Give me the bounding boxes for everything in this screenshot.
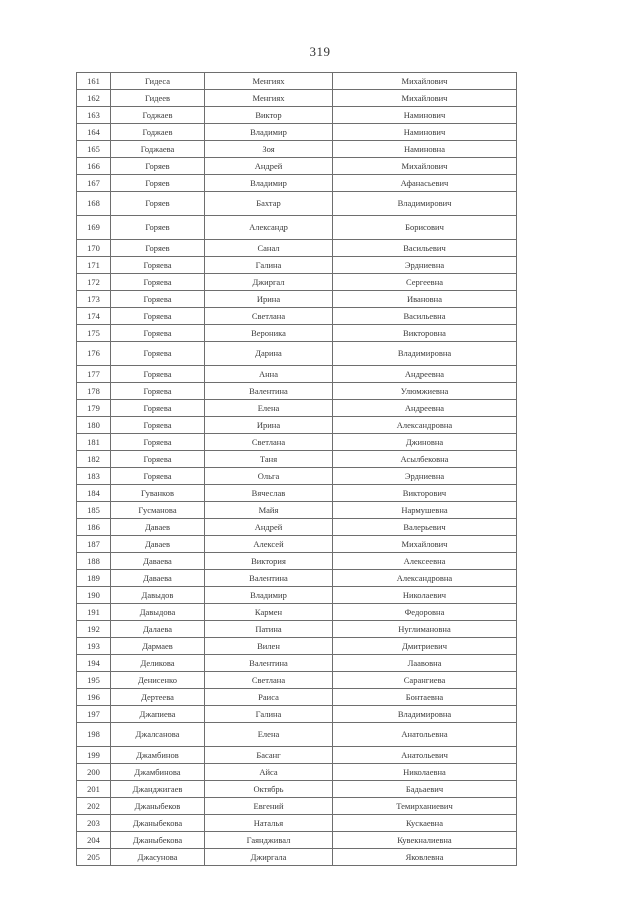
table-row (77, 706, 517, 723)
first-name-cell: Джиргал (205, 274, 333, 291)
patronymic-cell: Анатольевна (333, 723, 517, 747)
first-name-cell: Ирина (205, 417, 333, 434)
table-row (77, 216, 517, 240)
first-name-cell: Дарина (205, 342, 333, 366)
surname-cell: Джаныбекова (111, 815, 205, 832)
row-number: 187 (77, 536, 111, 553)
table-row (77, 638, 517, 655)
patronymic-cell: Михайлович (333, 73, 517, 90)
patronymic-cell: Алексеевна (333, 553, 517, 570)
surname-cell: Деликова (111, 655, 205, 672)
table-row (77, 417, 517, 434)
table-row (77, 141, 517, 158)
first-name-cell: Валентина (205, 570, 333, 587)
table-row (77, 849, 517, 866)
patronymic-cell: Викторович (333, 485, 517, 502)
table-row (77, 366, 517, 383)
first-name-cell: Санал (205, 240, 333, 257)
surname-cell: Горяева (111, 468, 205, 485)
patronymic-cell: Андреевна (333, 366, 517, 383)
first-name-cell: Светлана (205, 308, 333, 325)
row-number: 167 (77, 175, 111, 192)
table-row (77, 468, 517, 485)
table-row (77, 400, 517, 417)
surname-cell: Джаныбеков (111, 798, 205, 815)
surname-cell: Горяев (111, 192, 205, 216)
first-name-cell: Евгений (205, 798, 333, 815)
row-number: 190 (77, 587, 111, 604)
first-name-cell: Андрей (205, 519, 333, 536)
row-number: 171 (77, 257, 111, 274)
first-name-cell: Валентина (205, 383, 333, 400)
row-number: 196 (77, 689, 111, 706)
row-number: 203 (77, 815, 111, 832)
row-number: 188 (77, 553, 111, 570)
surname-cell: Гидеса (111, 73, 205, 90)
row-number: 173 (77, 291, 111, 308)
row-number: 182 (77, 451, 111, 468)
row-number: 178 (77, 383, 111, 400)
patronymic-cell: Асылбековна (333, 451, 517, 468)
table-row (77, 73, 517, 90)
row-number: 161 (77, 73, 111, 90)
surname-cell: Горяева (111, 308, 205, 325)
surname-cell: Горяева (111, 451, 205, 468)
row-number: 169 (77, 216, 111, 240)
table-row (77, 655, 517, 672)
first-name-cell: Джиргала (205, 849, 333, 866)
first-name-cell: Виктория (205, 553, 333, 570)
row-number: 180 (77, 417, 111, 434)
surname-cell: Даваева (111, 570, 205, 587)
row-number: 179 (77, 400, 111, 417)
table-row (77, 192, 517, 216)
patronymic-cell: Валерьевич (333, 519, 517, 536)
patronymic-cell: Александровна (333, 417, 517, 434)
surname-cell: Горяев (111, 216, 205, 240)
first-name-cell: Патина (205, 621, 333, 638)
table-row (77, 124, 517, 141)
patronymic-cell: Джиновна (333, 434, 517, 451)
first-name-cell: Менгиях (205, 73, 333, 90)
row-number: 181 (77, 434, 111, 451)
row-number: 205 (77, 849, 111, 866)
table-row (77, 325, 517, 342)
surname-cell: Джамбинов (111, 747, 205, 764)
first-name-cell: Майя (205, 502, 333, 519)
surname-cell: Горяева (111, 342, 205, 366)
patronymic-cell: Улюмжиевна (333, 383, 517, 400)
table-row (77, 257, 517, 274)
table-row (77, 451, 517, 468)
first-name-cell: Вячеслав (205, 485, 333, 502)
patronymic-cell: Владимировна (333, 706, 517, 723)
table-row (77, 291, 517, 308)
first-name-cell: Владимир (205, 124, 333, 141)
surname-cell: Даваева (111, 553, 205, 570)
table-row (77, 747, 517, 764)
row-number: 172 (77, 274, 111, 291)
patronymic-cell: Владимирович (333, 192, 517, 216)
first-name-cell: Владимир (205, 587, 333, 604)
first-name-cell: Валентина (205, 655, 333, 672)
table-row (77, 383, 517, 400)
table-row (77, 485, 517, 502)
row-number: 184 (77, 485, 111, 502)
patronymic-cell: Лаавовна (333, 655, 517, 672)
page-number: 319 (309, 44, 331, 59)
patronymic-cell: Анатольевич (333, 747, 517, 764)
surname-cell: Гидеев (111, 90, 205, 107)
table-row (77, 764, 517, 781)
surname-cell: Горяева (111, 383, 205, 400)
row-number: 186 (77, 519, 111, 536)
first-name-cell: Таня (205, 451, 333, 468)
table-row (77, 90, 517, 107)
table-row (77, 274, 517, 291)
first-name-cell: Светлана (205, 434, 333, 451)
table-row (77, 240, 517, 257)
first-name-cell: Ольга (205, 468, 333, 485)
surname-cell: Джамбинова (111, 764, 205, 781)
row-number: 165 (77, 141, 111, 158)
first-name-cell: Владимир (205, 175, 333, 192)
row-number: 175 (77, 325, 111, 342)
first-name-cell: Гаяндживал (205, 832, 333, 849)
row-number: 174 (77, 308, 111, 325)
first-name-cell: Алексей (205, 536, 333, 553)
table-row (77, 723, 517, 747)
surname-cell: Годжаев (111, 124, 205, 141)
first-name-cell: Айса (205, 764, 333, 781)
patronymic-cell: Бадьаевич (333, 781, 517, 798)
row-number: 189 (77, 570, 111, 587)
surname-cell: Джалсанова (111, 723, 205, 747)
patronymic-cell: Викторовна (333, 325, 517, 342)
table-row (77, 536, 517, 553)
table-row (77, 672, 517, 689)
row-number: 194 (77, 655, 111, 672)
patronymic-cell: Михайлович (333, 158, 517, 175)
patronymic-cell: Васильевна (333, 308, 517, 325)
table-row (77, 798, 517, 815)
row-number: 200 (77, 764, 111, 781)
patronymic-cell: Наминович (333, 107, 517, 124)
patronymic-cell: Бонтаевна (333, 689, 517, 706)
first-name-cell: Андрей (205, 158, 333, 175)
first-name-cell: Октябрь (205, 781, 333, 798)
surname-cell: Дармаев (111, 638, 205, 655)
patronymic-cell: Кувекналиевна (333, 832, 517, 849)
table-row (77, 308, 517, 325)
table-row (77, 815, 517, 832)
patronymic-cell: Эрдниевна (333, 468, 517, 485)
row-number: 162 (77, 90, 111, 107)
first-name-cell: Ирина (205, 291, 333, 308)
table-row (77, 781, 517, 798)
first-name-cell: Александр (205, 216, 333, 240)
patronymic-cell: Наминовна (333, 141, 517, 158)
patronymic-cell: Сарангиева (333, 672, 517, 689)
surname-cell: Далаева (111, 621, 205, 638)
surname-cell: Годжаева (111, 141, 205, 158)
row-number: 204 (77, 832, 111, 849)
surname-cell: Давыдов (111, 587, 205, 604)
table-row (77, 107, 517, 124)
surname-cell: Горяев (111, 175, 205, 192)
surname-cell: Даваев (111, 536, 205, 553)
first-name-cell: Наталья (205, 815, 333, 832)
row-number: 176 (77, 342, 111, 366)
patronymic-cell: Наминович (333, 124, 517, 141)
patronymic-cell: Эрдниевна (333, 257, 517, 274)
table-row (77, 587, 517, 604)
first-name-cell: Вероника (205, 325, 333, 342)
first-name-cell: Виктор (205, 107, 333, 124)
table-row (77, 519, 517, 536)
first-name-cell: Менгиях (205, 90, 333, 107)
row-number: 185 (77, 502, 111, 519)
row-number: 177 (77, 366, 111, 383)
patronymic-cell: Борисович (333, 216, 517, 240)
patronymic-cell: Сергеевна (333, 274, 517, 291)
table-row (77, 604, 517, 621)
first-name-cell: Зоя (205, 141, 333, 158)
patronymic-cell: Темирханиевич (333, 798, 517, 815)
first-name-cell: Раиса (205, 689, 333, 706)
row-number: 193 (77, 638, 111, 655)
table-body (77, 73, 517, 866)
surname-cell: Горяева (111, 291, 205, 308)
patronymic-cell: Ивановна (333, 291, 517, 308)
surname-cell: Даваев (111, 519, 205, 536)
first-name-cell: Елена (205, 400, 333, 417)
table-row (77, 434, 517, 451)
row-number: 168 (77, 192, 111, 216)
patronymic-cell: Федоровна (333, 604, 517, 621)
surname-cell: Горяева (111, 257, 205, 274)
surname-cell: Горяева (111, 400, 205, 417)
surname-cell: Дертеева (111, 689, 205, 706)
name-register-table (76, 72, 517, 866)
row-number: 199 (77, 747, 111, 764)
row-number: 202 (77, 798, 111, 815)
row-number: 166 (77, 158, 111, 175)
row-number: 191 (77, 604, 111, 621)
surname-cell: Давыдова (111, 604, 205, 621)
patronymic-cell: Афанасьевич (333, 175, 517, 192)
table-row (77, 621, 517, 638)
patronymic-cell: Дмитриевич (333, 638, 517, 655)
patronymic-cell: Кускаевна (333, 815, 517, 832)
surname-cell: Горяева (111, 325, 205, 342)
surname-cell: Горяева (111, 366, 205, 383)
patronymic-cell: Яковлевна (333, 849, 517, 866)
first-name-cell: Вилен (205, 638, 333, 655)
surname-cell: Горяев (111, 158, 205, 175)
patronymic-cell: Михайлович (333, 90, 517, 107)
table-row (77, 570, 517, 587)
patronymic-cell: Андреевна (333, 400, 517, 417)
patronymic-cell: Нармушевна (333, 502, 517, 519)
patronymic-cell: Николаевна (333, 764, 517, 781)
row-number: 198 (77, 723, 111, 747)
table-row (77, 832, 517, 849)
surname-cell: Горяева (111, 434, 205, 451)
first-name-cell: Басанг (205, 747, 333, 764)
surname-cell: Гуванков (111, 485, 205, 502)
surname-cell: Джанджигаев (111, 781, 205, 798)
patronymic-cell: Александровна (333, 570, 517, 587)
first-name-cell: Кармен (205, 604, 333, 621)
row-number: 192 (77, 621, 111, 638)
surname-cell: Джапиева (111, 706, 205, 723)
surname-cell: Джасунова (111, 849, 205, 866)
surname-cell: Денисенко (111, 672, 205, 689)
surname-cell: Джаныбекова (111, 832, 205, 849)
row-number: 201 (77, 781, 111, 798)
row-number: 164 (77, 124, 111, 141)
table-row (77, 158, 517, 175)
table-row (77, 502, 517, 519)
table-row (77, 689, 517, 706)
first-name-cell: Галина (205, 706, 333, 723)
surname-cell: Годжаев (111, 107, 205, 124)
row-number: 183 (77, 468, 111, 485)
row-number: 163 (77, 107, 111, 124)
surname-cell: Горяева (111, 274, 205, 291)
row-number: 197 (77, 706, 111, 723)
patronymic-cell: Владимировна (333, 342, 517, 366)
table-row (77, 553, 517, 570)
surname-cell: Горяев (111, 240, 205, 257)
patronymic-cell: Нуглимановна (333, 621, 517, 638)
row-number: 170 (77, 240, 111, 257)
surname-cell: Гусманова (111, 502, 205, 519)
first-name-cell: Елена (205, 723, 333, 747)
patronymic-cell: Николаевич (333, 587, 517, 604)
row-number: 195 (77, 672, 111, 689)
patronymic-cell: Васильевич (333, 240, 517, 257)
table-row (77, 342, 517, 366)
first-name-cell: Светлана (205, 672, 333, 689)
table-row (77, 175, 517, 192)
patronymic-cell: Михайлович (333, 536, 517, 553)
first-name-cell: Бахтар (205, 192, 333, 216)
first-name-cell: Анна (205, 366, 333, 383)
surname-cell: Горяева (111, 417, 205, 434)
first-name-cell: Галина (205, 257, 333, 274)
